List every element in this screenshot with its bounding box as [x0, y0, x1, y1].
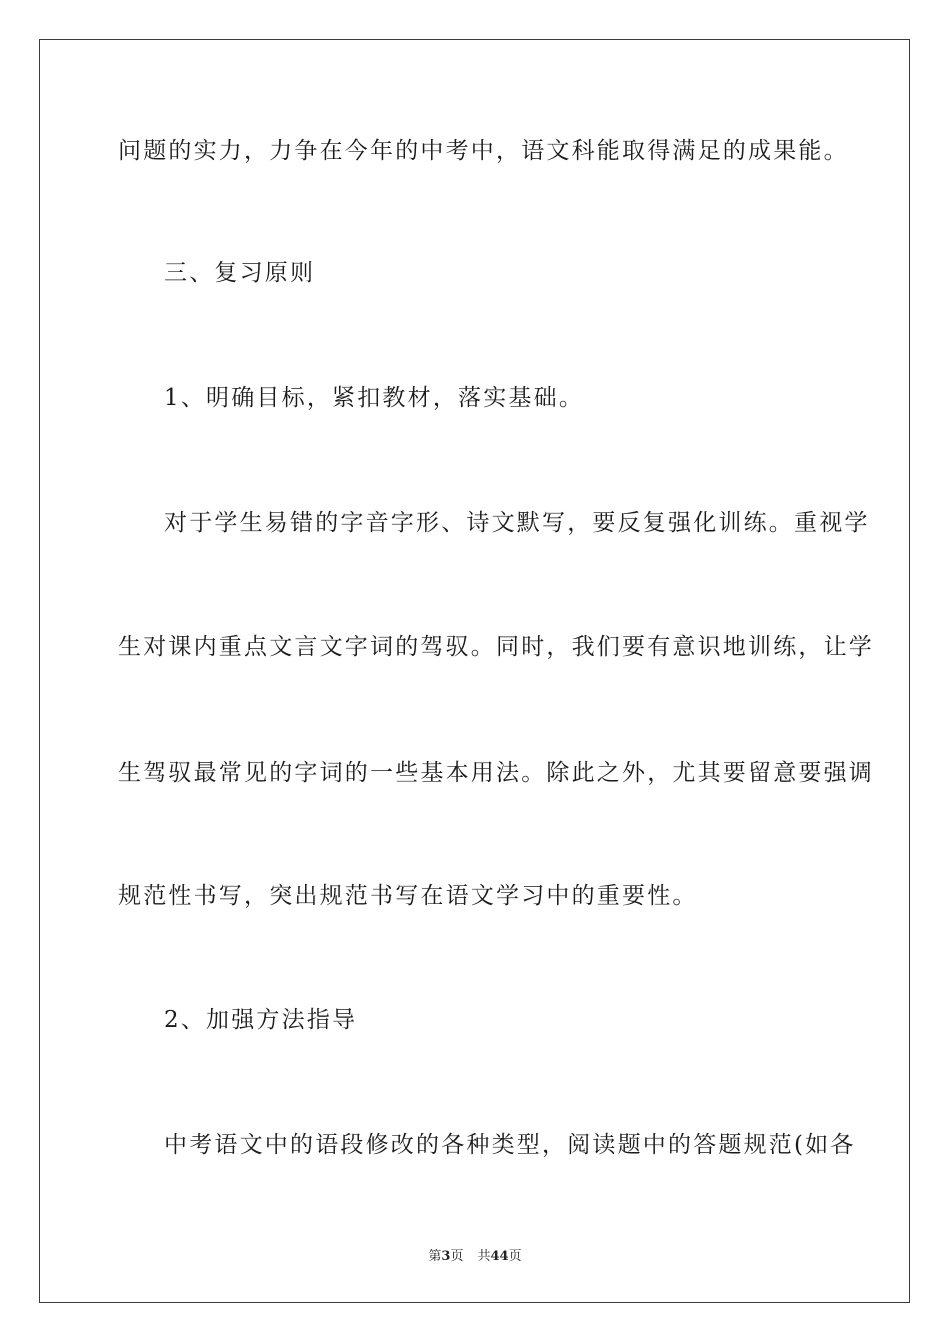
- section-heading: 三、复习原则: [164, 260, 316, 286]
- paragraph-line: 对于学生易错的字音字形、诗文默写，要反复强化训练。重视学: [164, 510, 870, 536]
- page-border: [39, 39, 910, 1303]
- page-number: 3: [441, 1249, 451, 1264]
- total-suffix: 页: [508, 1249, 522, 1264]
- paragraph-line: 生驾驭最常见的字词的一些基本用法。除此之外，尤其要留意要强调: [118, 760, 874, 786]
- paragraph-line: 中考语文中的语段修改的各种类型，阅读题中的答题规范(如各: [164, 1132, 856, 1158]
- subsection-heading: 2、加强方法指导: [164, 1007, 358, 1033]
- paragraph-line: 问题的实力，力争在今年的中考中，语文科能取得满足的成果能。: [118, 138, 849, 164]
- total-prefix: 共: [477, 1249, 491, 1264]
- page-suffix: 页: [450, 1249, 464, 1264]
- paragraph-line: 规范性书写，突出规范书写在语文学习中的重要性。: [118, 883, 698, 909]
- total-pages: 44: [490, 1249, 509, 1264]
- page-footer: [0, 1248, 950, 1266]
- paragraph-line: 生对课内重点文言文字词的驾驭。同时，我们要有意识地训练，让学: [118, 634, 874, 660]
- page-prefix: 第: [428, 1249, 442, 1264]
- subsection-heading: 1、明确目标，紧扣教材，落实基础。: [164, 385, 585, 411]
